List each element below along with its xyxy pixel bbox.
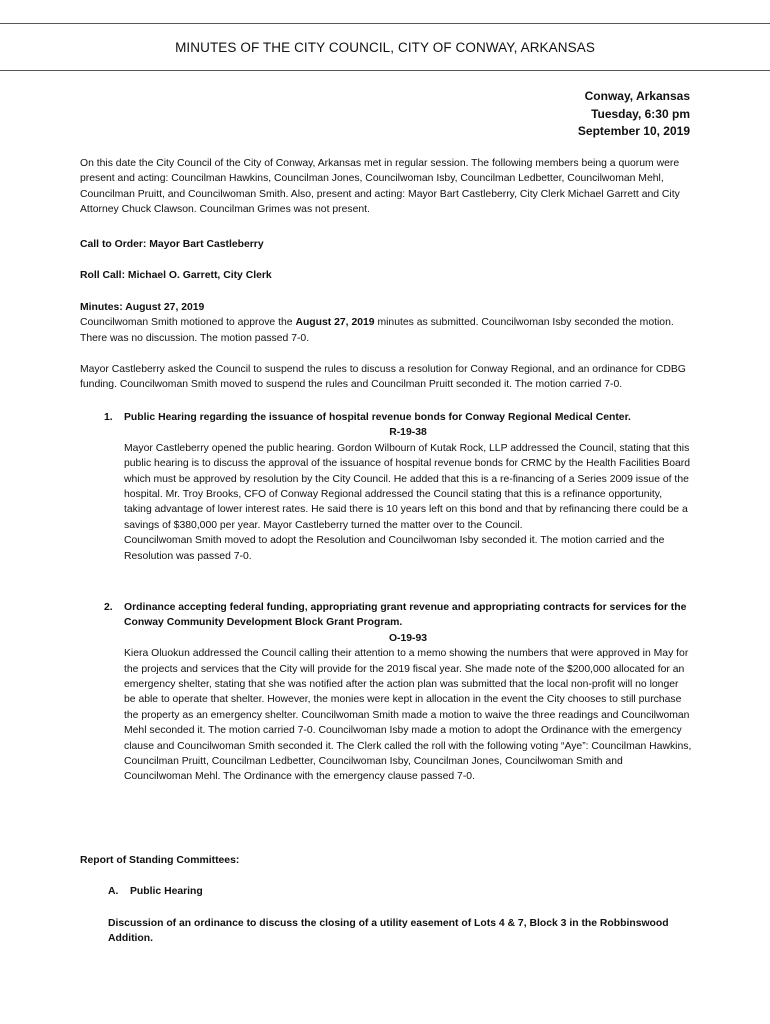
intro-paragraph: On this date the City Council of the City of Conway, Arkansas met in regular session. The following members being a quorum were present and acting: Councilman Hawkins, Councilman Jones, Councilwoman Isby, Councilman Ledbetter, Councilwoman Mehl, Councilman Pruitt, and Councilwoman Smith. Also, present and acting: Mayor Bart Castleberry, City Clerk Michael Garrett and City Attorney Chuck Clawson. Councilman Grimes was not present.: [80, 158, 680, 216]
minutes-text: [80, 315, 692, 346]
agenda-item-number: 2.: [104, 602, 113, 613]
discussion-item: Discussion of an ordinance to discuss the closing of a utility easement of Lots 4 & 7, Block 3 in the Robbinswood Addition.: [108, 918, 669, 945]
agenda-item-title: Public Hearing regarding the issuance of hospital revenue bonds for Conway Regional Medical Center.: [124, 412, 631, 423]
agenda-item-title: Ordinance accepting federal funding, appropriating grant revenue and appropriating contracts for services for the Conway Community Development Block Grant Program.: [124, 602, 687, 629]
minutes-text-after: minutes as submitted. Councilwoman Isby seconded the motion. There was no discussion. The motion passed 7-0.: [80, 317, 674, 344]
meeting-info: [578, 88, 690, 141]
page-title: MINUTES OF THE CITY COUNCIL, CITY OF CONWAY, ARKANSAS: [175, 40, 595, 55]
call-to-order: Call to Order: Mayor Bart Castleberry: [80, 239, 264, 250]
meeting-date: September 10, 2019: [577, 124, 690, 138]
agenda-item: [80, 410, 692, 564]
header-top-rule: [0, 23, 770, 24]
meeting-day-time: Tuesday, 6:30 pm: [591, 106, 690, 121]
minutes-section: [80, 300, 692, 346]
meeting-location: Conway, Arkansas: [584, 89, 690, 103]
agenda-item-paragraph: Kiera Oluokun addressed the Council calling their attention to a memo showing the numbers that were approved in May for the projects and services that the City will provide for the 2019 fiscal year. She made note of the $200,000 allocated for an emergency shelter, stating that she was notified after the action plan was submitted that the local non-profit will no longer be able to operate that shelter. However, the monies were kept in allocation in the event the City chooses to still purchase the property as an emergency shelter. Councilwoman Smith made a motion to waive the three readings and Councilwoman Mehl seconded it. The motion carried 7-0. Councilwoman Isby made a motion to adopt the Ordinance with the emergency clause and Councilwoman Smith seconded it. The Clerk called the roll with the following voting “Aye”: Councilman Hawkins, Councilman Pruitt, Councilman Ledbetter, Councilwoman Isby, Councilman Jones, Councilwoman Smith and Councilwoman Mehl. The Ordinance with the emergency clause passed 7-0.: [124, 648, 692, 783]
standing-committees-heading: Report of Standing Committees:: [80, 855, 240, 866]
minutes-date: August 27, 2019: [295, 317, 375, 329]
agenda-item: [80, 600, 692, 785]
resolution-number: R-19-38: [389, 427, 427, 439]
roll-call: Roll Call: Michael O. Garrett, City Clerk: [80, 270, 272, 281]
subsection-heading: Public Hearing: [130, 886, 203, 897]
agenda-item-paragraph: Councilwoman Smith moved to adopt the Resolution and Councilwoman Isby seconded it. The motion carried and the Resolution was passed 7-0.: [124, 535, 665, 562]
agenda-item-paragraph: Mayor Castleberry opened the public hearing. Gordon Wilbourn of Kutak Rock, LLP addressed the Council, stating that this public hearing is to discuss the approval of the issuance of hospital revenue bonds for CRMC by the Health Facilities Board which must be approved by resolution by the City Council. He added that this is a re-financing of a Series 2009 issue of the hospital. Mr. Troy Brooks, CFO of Conway Regional addressed the Council stating that this is a refinance opportunity, taking advantage of lower interest rates. He said there is 10 years left on this bond and that by refinancing there could be a savings of $380,000 per year. Mayor Castleberry turned the matter over to the Council.: [124, 442, 691, 531]
suspend-rules-paragraph: Mayor Castleberry asked the Council to suspend the rules to discuss a resolution for Conway Regional, and an ordinance for CDBG funding. Councilwoman Smith moved to suspend the rules and Councilman Pruitt seconded it. The motion carried 7-0.: [80, 364, 686, 391]
subsection-label: A.: [108, 886, 119, 897]
agenda-item-number: 1.: [104, 412, 113, 423]
header-bottom-rule: [0, 70, 770, 71]
minutes-heading: Minutes: August 27, 2019: [80, 302, 205, 313]
minutes-text-before: Councilwoman Smith motioned to approve the: [80, 317, 296, 329]
ordinance-number: O-19-93: [388, 632, 428, 644]
